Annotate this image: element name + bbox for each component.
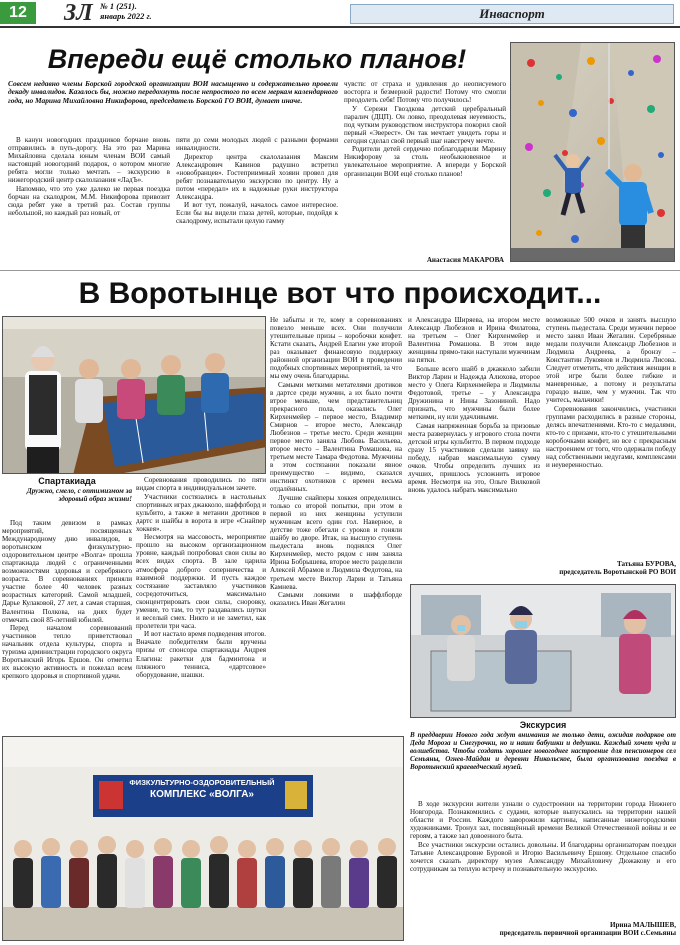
article2-paragraph: Под таким девизом в рамках мероприятий, посвященных Международному дню инвалидов, в воротынском физкультурно-оздоровительном центре «Волга» прошла спартакиада людей с ограниченными возможностями здоровья и серебряного возраста. В соревнованиях приняли участие более 40 человек разных возрастных категорий. Самой младшей, Дарье Кулаковой, 27 лет, а самая старшая, Валентина Полкова, на днях будет отмечать свой 85-летний юбилей.	[2, 519, 132, 624]
section-rubric: Инваспорт	[350, 4, 674, 24]
article2-paragraph: возможные 500 очков и занять высшую ступень пьедестала. Среди мужчин первое место занял Иван Жегалин. Серебряные медали получили Александр Любезнов и Людмила Андреева, а бронзу – Константин Лукоянов и Людмила Лисова. Следует отметить, что действия женщин в этой игре были более гибкие и маневренные, а потому и результаты гораздо выше, чем у мужчин. Так что учитесь, мальчики!	[546, 316, 676, 405]
page-number: 12	[0, 2, 36, 24]
article2-paragraph: Перед началом соревнований участников тепло приветствовал начальник отдела культуры, спорта и туризма администрации городского округа Воротынский Игорь Ершов. Он отметил их высокую активность и пожелал всем крепкого здоровья и спортивной удачи.	[2, 624, 132, 681]
article3-paragraph: Все участники экскурсии остались довольны. И благодарны организаторам поездки Татьяне Александровне Буровой и Игорю Васильевичу Ершову. Отдельное спасибо хочется сказать директору музея Александру Михайловичу Дюжакову и его сотрудникам за теплую встречу и познавательную экскурсию.	[410, 840, 676, 873]
banner-line-2: КОМПЛЕКС «ВОЛГА»	[150, 789, 254, 800]
article3-lead-block	[410, 720, 676, 792]
article2-column-2	[136, 476, 266, 731]
article2-author-name: Татьяна БУРОВА,	[616, 560, 676, 568]
climbing-wall-photo	[510, 42, 675, 262]
museum-illustration	[411, 585, 676, 718]
article3-lead: В преддверии Нового года ждут внимания не только дети, ожидая подарков от Деда Мороза и Снегурочки, но и наши бабушки и дедушки. Каждый хочет чуда и волшебства. Чтобы создать хорошее новогоднее настроение для пенсионеров сел Семьяны, Огнев-Майдан и деревни Никольское, была организована поездка в Воротынский краеведческий музей.	[410, 731, 676, 772]
banner-line-1: ФИЗКУЛЬТУРНО-ОЗДОРОВИТЕЛЬНЫЙ	[129, 778, 275, 787]
article3-body	[410, 800, 676, 922]
article3-author	[410, 921, 676, 937]
article3-author-role: председатель первичной организации ВОИ с.Семьяны	[499, 929, 676, 938]
group-photo	[2, 736, 404, 941]
article2-subhead: Спартакиада	[38, 476, 96, 486]
shuffleboard-photo	[2, 316, 266, 474]
article2-paragraph: Не забыты и те, кому в соревнованиях повезло меньше всех. Они получили утешительные призы – коробочки конфет. Кстати сказать, Андрей Елагин уже второй раз оказывает финансовую поддержку районной организации ВОИ в проведении подобных спортивных мероприятий, за что мы ему очень благодарны.	[270, 316, 402, 381]
section-divider	[0, 270, 680, 271]
article1-title: Впереди ещё столько планов!	[47, 44, 467, 74]
article2-author	[546, 560, 676, 576]
article2-paragraph: Несмотря на массовость, мероприятие прошло на высоком организационном уровне, каждый попробовал свои силы во всех видах спорта. В зале царила атмосфера доброго соперничества и взаимной поддержки. И пусть каждое состязание заставляло участников сосредоточиться, максимально сконцентрировать свои силы, сноровку, умение, то там, то тут раздавались шутки и веселый смех. Никто и не заметил, как пролетели три часа.	[136, 533, 266, 630]
article2-paragraph: И вот настало время подведения итогов. Вначале победителям были вручены призы от спонсора спартакиады Андрея Елагина: ракетки для бадминтона и пляжного тенниса, «дартсовое» оборудование, шашки.	[136, 630, 266, 679]
article1-column-3	[344, 80, 506, 258]
article2-paragraph: Соревнования закончились, участники группами расходились в разные стороны, делясь впечатлениями. Кто-то с медалями, кто-то с призами, кто-то с утешительными коробочками конфет, но все с прекрасным настроением от того, что одержали победу над собственными недугами, комплексами и неуверенностью.	[546, 405, 676, 470]
article1-paragraph: И вот тут, пожалуй, началось самое интересное. Если бы вы видели глаза детей, которые, подойдя к скалодрому, испытали целую гамму	[176, 201, 338, 226]
article2-paragraph: Самая напряженная борьба за призовые места развернулась у игрового стола почти детской игры кульбитто. В первом подходе сразу 15 участников сделали заявку на победу, набрав максимальную сумму очков. Чтобы определить лучших из лучших, пришлось усложнить игровое время. Несмотря на это, Ольге Вилковой вновь удалось набрать максимально	[408, 421, 540, 494]
article2-subhead-block	[2, 476, 132, 522]
article1-author: Анастасия МАКАРОВА	[426, 256, 504, 264]
climbing-wall-illustration	[511, 43, 675, 262]
article2-paragraph: Больше всего шайб в джакколо забили Виктор Ларин и Надежда Алюхова, второе место у Олега Кирхенмейера и Людмилы Федотовой, третье – у Александра Дружинина и Нины Зазониной. Надо признать, что мужчины были более меткими, ну или удачливыми.	[408, 364, 540, 422]
article1-paragraph: У Сережи Гвоздкова детский церебральный паралич (ДЦП). Он ловко, преодолевая неуемность, под чутким руководством инструктора покорил свой первый «Эверест». Он так мечтает увидеть горы и сегодня сделал свой первый шаг навстречу мечте.	[344, 104, 506, 145]
article3-author-name: Ирина МАЛЫШЕВ,	[609, 921, 676, 929]
article2-paragraph: и Александра Ширяева, на втором месте Александр Любезнов и Ирина Филатова, на третьем – Олег Кирхенмейер и Валентина Ромашова. В этом виде женщины прямо-таки наступали мужчинам на пятки.	[408, 316, 540, 365]
article2-paragraph: Самыми меткими метателями дротиков в дартсе среди мужчин, а их было почти втрое меньше, чем представительниц прекрасного пола, оказались Олег Кирхенмейер – первое место, Владимир Смирнов – второе место, Александр Любезнов – третье место. Среди женщин первое место заняла Любовь Васильева, второе место – Валентина Ромашова, на третьем месте Тамара Федотова. Мужчины в этом состязании показали явное преимущество – видимо, сказался инстинкт охотников с времен весьма отдалённых.	[270, 380, 402, 494]
article1-paragraph: Родители детей сердечно поблагодарили Марину Никифорову за столь необыкновенное и увлекательное мероприятие. А впереди у Борской организации ВОИ ещё столько планов!	[344, 145, 506, 178]
article1-paragraph: пяти до семи молодых людей с разными формами инвалидности.	[176, 136, 338, 153]
article2-author-role: председатель Воротынской РО ВОИ	[559, 568, 676, 577]
article3-subhead: Экскурсия	[519, 720, 567, 730]
article1-lead	[8, 80, 338, 134]
article2-paragraph: Лучшие снайперы хоккея определились только со второй попытки, при этом в первой из них женщины уступили мужчинам всего один гол. Наверное, в детстве тоже обегали с уроков и гоняли шайбу во дворе. Итак, на высшую ступень пьедестала вновь поднялся Олег Кирхенмейер, место рядом с ним заняла Ирина Бобрышева, второе место разделили Алексей Абрамов и Людмила Федотова, на третьем месте Виктор Ларин и Татьяна Камнева.	[270, 494, 402, 591]
article2-paragraph: Участники состязались в настольных спортивных играх джакколо, шаффлборд и кульбито, а также в метании дротиков в дартс и шайбы в ворота в игре «Снайпер хоккея».	[136, 492, 266, 533]
article1-lead-text: Совсем недавно члены Борской городской организации ВОИ насыщенно и содержательно провели декаду инвалидов. Казалось бы, можно передохнуть после непростого по всем меркам календарного года, но Марина Михайловна Никифорова, председатель Борской ГО ВОИ, думает иначе.	[8, 80, 338, 105]
issue-date: январь 2022 г.	[100, 10, 152, 21]
shuffleboard-illustration	[3, 317, 266, 474]
article1-column-1	[8, 136, 170, 266]
article1-paragraph: Напомню, что это уже далеко не первая поездка борчан на скалодром, М.М. Никифорова привозит сюда ребят уже в третий раз. Состав группы небольшой, но каждый раз новый, от	[8, 184, 170, 217]
article2-title: В Воротынце вот что происходит...	[78, 277, 602, 310]
issue-info	[100, 2, 152, 21]
article2-column-3	[270, 316, 402, 731]
article2-slogan: Дружно, смело, с оптимизмом за здоровый образ жизни!	[26, 487, 132, 504]
article2-column-4	[408, 316, 540, 582]
group-illustration	[3, 737, 404, 941]
article1-paragraph: Директор центра скалолазания Максим Александрович Кавинов радушно встретил «новобранцев». Гостеприимный хозяин провел для ребят познавательную экскурсию по центру. Ну а потом «передал» их в надежные руки инструктора Александра.	[176, 152, 338, 201]
article2-column-5	[546, 316, 676, 558]
article2-paragraph: Самыми ловкими в шаффлборде оказались Иван Жегалин	[270, 591, 402, 608]
article1-paragraph: В канун новогодних праздников борчане вновь отправились в путь-дорогу. На это раз Марина Михайловна сделала юным членам ВОИ самый настоящий новогодний подарок, о котором многие ребята могли только мечтать – экскурсию в нижегородский центр скалолазания «ЛадЪ».	[8, 136, 170, 185]
issue-number: № 1 (251).	[100, 1, 137, 11]
article1-paragraph: чувств: от страха и удивления до неописуемого восторга и безмерной радости! Потому что смогли преодолеть себя! Потому что получилось!	[344, 80, 506, 105]
sports-complex-banner	[127, 777, 277, 801]
article3-paragraph: В ходе экскурсии жители узнали о судостроении на территории города Нижнего Новгорода. Познакомились с судами, которые выпускались на территории нашей области и России. Каждого заворожили картины, написанные нижегородскими художниками. Тронул зал, посвящённый времени Великой Отечественной войны и ее героям, а также зал довоенного быта.	[410, 800, 676, 841]
header-divider	[0, 26, 680, 28]
article2-paragraph: Соревнования проводились по пяти видам спорта в индивидуальном зачете.	[136, 476, 266, 493]
article2-column-1	[2, 519, 132, 731]
newspaper-logo: ЗЛ	[64, 0, 93, 26]
article1-column-2	[176, 136, 338, 266]
museum-photo	[410, 584, 676, 718]
